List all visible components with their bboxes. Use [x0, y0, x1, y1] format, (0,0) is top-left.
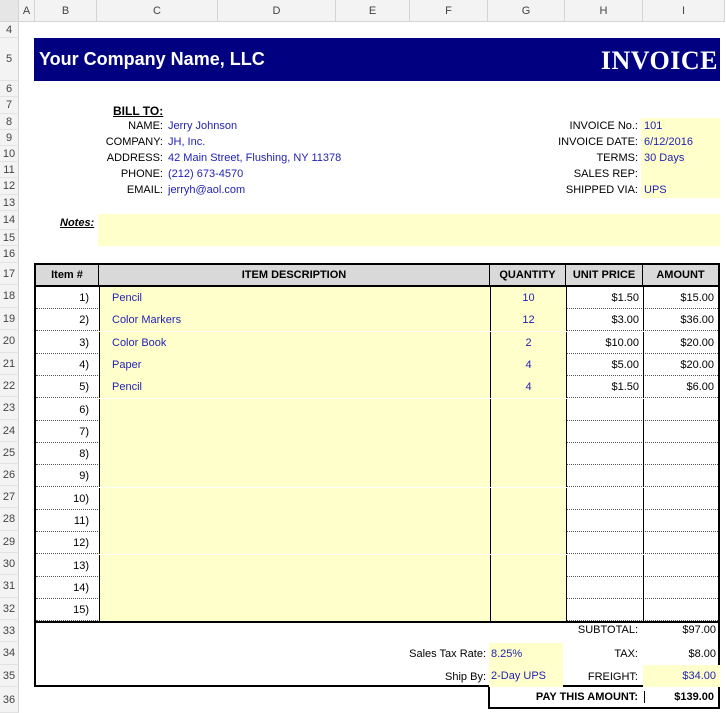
- unit-price: [566, 555, 643, 577]
- invoice-info-value[interactable]: UPS: [641, 182, 720, 198]
- amount: $20.00: [643, 332, 718, 354]
- row-header-17[interactable]: 17: [0, 263, 19, 285]
- quantity-input[interactable]: 12: [490, 309, 566, 331]
- row-header-7[interactable]: 7: [0, 97, 19, 114]
- header-unit-price: UNIT PRICE: [566, 265, 643, 287]
- amount: $15.00: [643, 287, 718, 309]
- invoice-info-label: INVOICE DATE:: [558, 136, 638, 148]
- unit-price: $1.50: [566, 376, 643, 398]
- item-number: 9): [79, 470, 89, 483]
- item-description-input[interactable]: Pencil: [99, 376, 490, 398]
- header-amount: AMOUNT: [643, 265, 718, 287]
- row-header-25[interactable]: 25: [0, 442, 19, 464]
- item-number: 5): [79, 381, 89, 394]
- table-row: [36, 399, 718, 421]
- item-number: 3): [79, 336, 89, 349]
- item-description-input[interactable]: [99, 465, 490, 487]
- bill-to-label: ADDRESS:: [106, 152, 163, 164]
- quantity-input[interactable]: [490, 443, 566, 465]
- totals-divider: [36, 621, 718, 623]
- bill-to-label: NAME:: [128, 120, 163, 132]
- quantity-input[interactable]: [490, 488, 566, 510]
- quantity-input[interactable]: [490, 599, 566, 621]
- table-row: [36, 421, 718, 443]
- bill-to-value[interactable]: (212) 673-4570: [168, 168, 244, 180]
- row-header-16[interactable]: 16: [0, 246, 19, 263]
- amount: [643, 555, 718, 577]
- select-all-corner[interactable]: [0, 0, 19, 22]
- bill-to-label: EMAIL:: [126, 184, 163, 196]
- item-number: 11): [73, 515, 89, 527]
- subtotal-value: $97.00: [682, 624, 716, 636]
- item-description-input[interactable]: [99, 555, 490, 577]
- header-quantity: QUANTITY: [490, 265, 566, 287]
- column-header-f[interactable]: F: [410, 0, 488, 22]
- row-header-35[interactable]: 35: [0, 665, 19, 687]
- tax-label: TAX:: [614, 648, 638, 660]
- invoice-info-label: INVOICE No.:: [569, 120, 638, 132]
- quantity-input[interactable]: [490, 510, 566, 532]
- table-row: [36, 532, 718, 554]
- column-header-g[interactable]: G: [488, 0, 565, 22]
- item-description-input[interactable]: Color Book: [99, 332, 490, 354]
- row-header-13[interactable]: 13: [0, 195, 19, 211]
- amount: [643, 443, 718, 465]
- row-header-12[interactable]: 12: [0, 178, 19, 195]
- bill-to-label: COMPANY:: [105, 136, 163, 148]
- quantity-input[interactable]: 10: [490, 287, 566, 309]
- quantity-input[interactable]: [490, 555, 566, 577]
- row-header-19[interactable]: 19: [0, 308, 19, 330]
- table-row: [36, 354, 718, 376]
- item-description-input[interactable]: [99, 532, 490, 554]
- amount: [643, 599, 718, 621]
- unit-price: [566, 488, 643, 510]
- unit-price: [566, 399, 643, 421]
- item-number: 14): [73, 581, 89, 594]
- amount: $20.00: [643, 354, 718, 376]
- row-header-6[interactable]: 6: [0, 81, 19, 97]
- bill-to-value[interactable]: Jerry Johnson: [168, 120, 238, 132]
- unit-price: [566, 532, 643, 554]
- amount: [643, 399, 718, 421]
- tax-rate-label: Sales Tax Rate:: [409, 648, 486, 660]
- row-header-36[interactable]: 36: [0, 687, 19, 713]
- invoice-info-label: SHIPPED VIA:: [565, 184, 638, 196]
- table-row: [36, 332, 718, 354]
- row-header-11[interactable]: 11: [0, 162, 19, 178]
- notes-input[interactable]: [98, 214, 720, 246]
- bill-to-value[interactable]: jerryh@aol.com: [168, 184, 246, 196]
- row-header-28[interactable]: 28: [0, 508, 19, 531]
- company-name[interactable]: Your Company Name, LLC: [39, 49, 265, 69]
- unit-price: [566, 577, 643, 599]
- unit-price: $3.00: [566, 309, 643, 331]
- quantity-input[interactable]: [490, 532, 566, 554]
- item-description-input[interactable]: Pencil: [99, 287, 490, 309]
- table-row: [36, 309, 718, 331]
- table-row: [36, 555, 718, 577]
- column-header-i[interactable]: I: [643, 0, 725, 22]
- table-row: [36, 443, 718, 465]
- bill-to-heading: BILL TO:: [113, 104, 164, 118]
- row-header-8[interactable]: 8: [0, 114, 19, 130]
- freight-label: FREIGHT:: [587, 671, 638, 683]
- row-header-29[interactable]: 29: [0, 531, 19, 553]
- header-item-number: Item #: [36, 265, 99, 287]
- amount: [643, 532, 718, 554]
- item-description-input[interactable]: [99, 488, 490, 510]
- item-number: 7): [79, 425, 89, 438]
- column-header-b[interactable]: B: [35, 0, 97, 22]
- unit-price: [566, 465, 643, 487]
- row-header-5[interactable]: 5: [0, 38, 19, 81]
- item-number: 12): [73, 537, 89, 550]
- amount: [643, 577, 718, 599]
- quantity-input[interactable]: [490, 465, 566, 487]
- quantity-input[interactable]: 2: [490, 332, 566, 354]
- item-description-input[interactable]: [99, 577, 490, 599]
- unit-price: [566, 421, 643, 443]
- header-item-description: ITEM DESCRIPTION: [99, 265, 490, 287]
- column-header-a[interactable]: A: [19, 0, 35, 22]
- item-number: 4): [79, 358, 89, 371]
- invoice-title: INVOICE: [600, 46, 718, 75]
- item-description-input[interactable]: [99, 421, 490, 443]
- unit-price: [566, 510, 643, 532]
- row-header-14[interactable]: 14: [0, 211, 19, 230]
- column-header-d[interactable]: D: [218, 0, 336, 22]
- quantity-input[interactable]: [490, 399, 566, 421]
- amount: $6.00: [643, 376, 718, 398]
- unit-price: $1.50: [566, 287, 643, 309]
- invoice-info-label: SALES REP:: [573, 168, 638, 180]
- row-header-33[interactable]: 33: [0, 620, 19, 642]
- invoice-info-value[interactable]: 6/12/2016: [641, 134, 720, 150]
- table-row: [36, 376, 718, 398]
- amount: [643, 488, 718, 510]
- freight-input[interactable]: $34.00: [643, 665, 720, 687]
- invoice-info-label: TERMS:: [596, 152, 638, 164]
- table-row: [36, 488, 718, 510]
- row-header-31[interactable]: 31: [0, 575, 19, 598]
- row-header-24[interactable]: 24: [0, 420, 19, 442]
- row-header-22[interactable]: 22: [0, 375, 19, 397]
- item-number: 6): [79, 403, 89, 416]
- item-description-input[interactable]: Color Markers: [99, 309, 490, 331]
- item-number: 15): [73, 604, 89, 617]
- quantity-input[interactable]: [490, 577, 566, 599]
- row-header-9[interactable]: 9: [0, 130, 19, 146]
- row-header-34[interactable]: 34: [0, 642, 19, 665]
- amount: [643, 465, 718, 487]
- invoice-info-value[interactable]: [641, 166, 720, 182]
- item-description-input[interactable]: [99, 599, 490, 621]
- pay-value: $139.00: [644, 691, 718, 703]
- unit-price: [566, 443, 643, 465]
- item-number: 10): [73, 492, 89, 505]
- table-row: [36, 577, 718, 599]
- quantity-input[interactable]: 4: [490, 376, 566, 398]
- tax-value: $8.00: [688, 648, 716, 660]
- table-row: [36, 465, 718, 487]
- row-header-4[interactable]: 4: [0, 22, 19, 38]
- tax-rate-input[interactable]: 8.25%: [489, 643, 563, 665]
- item-description-input[interactable]: [99, 510, 490, 532]
- bill-to-value[interactable]: JH, Inc.: [168, 136, 206, 148]
- column-header-h[interactable]: H: [565, 0, 643, 22]
- column-header-c[interactable]: C: [97, 0, 218, 22]
- row-header-27[interactable]: 27: [0, 486, 19, 508]
- item-number: 8): [79, 448, 89, 461]
- row-header-15[interactable]: 15: [0, 230, 19, 246]
- unit-price: [566, 599, 643, 621]
- item-number: 13): [73, 559, 89, 572]
- row-header-18[interactable]: 18: [0, 285, 19, 308]
- table-row: [36, 510, 718, 532]
- row-header-10[interactable]: 10: [0, 146, 19, 162]
- item-description-input[interactable]: [99, 443, 490, 465]
- amount: [643, 421, 718, 443]
- item-number: 1): [79, 292, 89, 304]
- table-row: [36, 287, 718, 309]
- invoice-info-value[interactable]: 101: [641, 118, 720, 134]
- ship-by-input[interactable]: 2-Day UPS: [489, 665, 563, 687]
- row-header-26[interactable]: 26: [0, 464, 19, 486]
- notes-label: Notes:: [60, 217, 95, 229]
- row-header-30[interactable]: 30: [0, 553, 19, 575]
- quantity-input[interactable]: [490, 421, 566, 443]
- row-header-20[interactable]: 20: [0, 330, 19, 353]
- item-description-input[interactable]: Paper: [99, 354, 490, 376]
- unit-price: $10.00: [566, 332, 643, 354]
- item-number: 2): [79, 314, 89, 327]
- unit-price: $5.00: [566, 354, 643, 376]
- invoice-info-value[interactable]: 30 Days: [641, 150, 720, 166]
- amount: $36.00: [643, 309, 718, 331]
- table-row: [36, 599, 718, 621]
- row-header-23[interactable]: 23: [0, 397, 19, 420]
- bill-to-label: PHONE:: [120, 168, 163, 180]
- ship-by-label: Ship By:: [445, 671, 486, 683]
- quantity-input[interactable]: 4: [490, 354, 566, 376]
- invoice-title-bar: [34, 38, 720, 81]
- item-description-input[interactable]: [99, 399, 490, 421]
- row-header-32[interactable]: 32: [0, 598, 19, 620]
- row-header-21[interactable]: 21: [0, 353, 19, 375]
- amount: [643, 510, 718, 532]
- pay-label: PAY THIS AMOUNT:: [535, 691, 638, 703]
- pay-amount-box: [488, 687, 720, 709]
- subtotal-label: SUBTOTAL:: [577, 624, 638, 636]
- column-header-e[interactable]: E: [336, 0, 410, 22]
- bill-to-value[interactable]: 42 Main Street, Flushing, NY 11378: [168, 152, 342, 164]
